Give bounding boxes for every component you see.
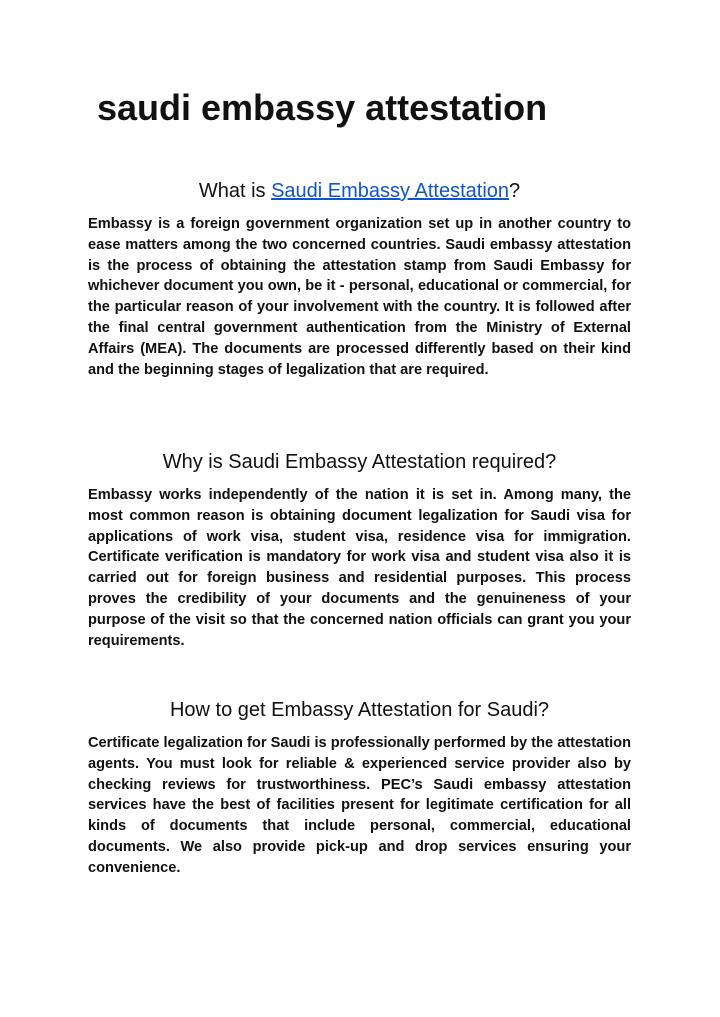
heading-prefix: What is xyxy=(198,180,272,202)
section-heading-how-to-get: How to get Embassy Attestation for Saudi? xyxy=(169,699,550,721)
section-why-required xyxy=(88,449,631,651)
saudi-embassy-attestation-link[interactable]: Saudi Embassy Attestation xyxy=(271,180,510,202)
section-body-how-to-get: Certificate legalization for Saudi is professionally performed by the attestation agents. You must look for reliable & experienced service provider also by checking reviews for trustworthiness. PEC’s Saudi embassy attestation services have the best of facilities present for legitimate certification for all kinds of documents that include personal, commercial, educational documents. We also provide pick-up and drop services ensuring your convenience. xyxy=(88,735,631,876)
section-how-to-get xyxy=(88,697,631,879)
page-title: saudi embassy attestation xyxy=(97,87,548,128)
section-body-why-required: Embassy works independently of the nation it is set in. Among many, the most common reason is obtaining document legalization for Saudi visa for applications of work visa, student visa, residence visa for immigration. Certificate verification is mandatory for work visa and student visa also it is carried out for foreign business and residential purposes. This process proves the credibility of your documents and the genuineness of your purpose of the visit so that the concerned nation officials can grant you your requirements. xyxy=(88,487,631,649)
heading-suffix: ? xyxy=(509,180,521,202)
section-heading-what-is xyxy=(88,178,631,204)
section-body-what-is: Embassy is a foreign government organization set up in another country to ease matters among the two concerned countries. Saudi embassy attestation is the process of obtaining the attestation stamp from Saudi Embassy for whichever document you own, be it - personal, educational or commercial, for the particular reason of your involvement with the country. It is followed after the final central government authentication from the Ministry of External Affairs (MEA). The documents are processed differently based on their kind and the beginning stages of legalization that are required. xyxy=(88,216,631,378)
section-what-is xyxy=(88,178,631,380)
section-heading-why-required: Why is Saudi Embassy Attestation required? xyxy=(162,451,557,473)
